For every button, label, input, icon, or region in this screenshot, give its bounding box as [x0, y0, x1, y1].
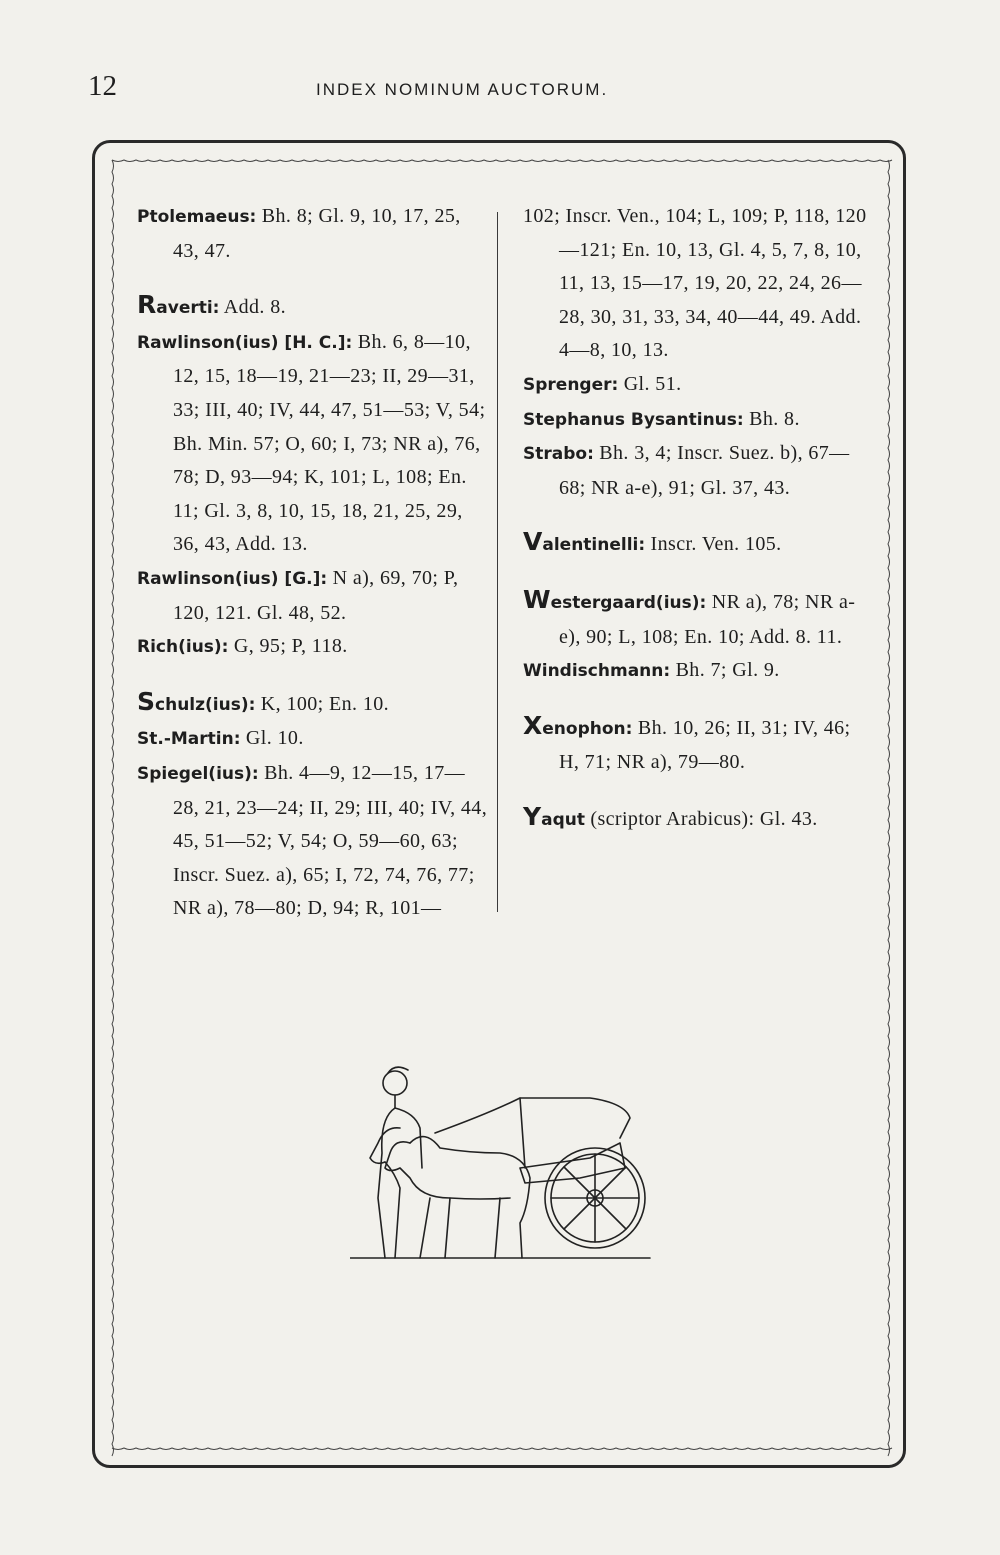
- index-entry: Yaqut (scriptor Arabicus): Gl. 43.: [523, 801, 818, 831]
- index-entry: Ptolemaeus: Bh. 8; Gl. 9, 10, 17, 25, 43, 47.: [137, 205, 461, 262]
- index-entry: Strabo: Bh. 3, 4; Inscr. Suez. b), 67—68; NR a-e), 91; Gl. 37, 43.: [523, 442, 850, 499]
- column-divider: [497, 212, 498, 912]
- index-entry: Rawlinson(ius) [G.]: N a), 69, 70; P, 120, 121. Gl. 48, 52.: [137, 566, 459, 624]
- index-entry: Schulz(ius): K, 100; En. 10.: [137, 686, 390, 716]
- index-entry: Valentinelli: Inscr. Ven. 105.: [523, 527, 782, 557]
- index-column-left: [137, 200, 489, 926]
- index-entry: Spiegel(ius): Bh. 4—9, 12—15, 17—28, 21, 23—24; II, 29; III, 40; IV, 44, 45, 51—52; V, 54; O, 59—60, 63; Inscr. Suez. a), 65; I, 72, 74, 76, 77; NR a), 78—80; D, 94; R, 101—: [137, 761, 488, 920]
- index-entry: Sprenger: Gl. 51.: [523, 372, 682, 395]
- index-column-right: [523, 200, 868, 838]
- running-title: INDEX NOMINUM AUCTORUM.: [316, 80, 609, 99]
- page-number: 12: [88, 70, 117, 102]
- index-entry: Westergaard(ius): NR a), 78; NR a-e), 90; L, 108; En. 10; Add. 8. 11.: [523, 584, 856, 648]
- index-entry: Raverti: Add. 8.: [137, 290, 287, 320]
- index-entry: Rawlinson(ius) [H. C.]: Bh. 6, 8—10, 12, 15, 18—19, 21—23; II, 29—31, 33; III, 40; IV, 44, 47, 51—53; V, 54; Bh. Min. 57; O, 60; I, 73; NR a), 76, 78; D, 93—94; K, 101; L, 108; En. 11; Gl. 3, 8, 10, 15, 18, 21, 25, 29, 36, 43, Add. 13.: [137, 330, 486, 556]
- index-entry: 102; Inscr. Ven., 104; L, 109; P, 118, 120—121; En. 10, 13, Gl. 4, 5, 7, 8, 10, 11, 13, 15—17, 19, 20, 22, 24, 26—28, 30, 31, 33, 34, 40—44, 49. Add. 4—8, 10, 13.: [523, 205, 867, 362]
- index-entry: Rich(ius): G, 95; P, 118.: [137, 635, 348, 658]
- index-entry: Windischmann: Bh. 7; Gl. 9.: [523, 659, 780, 682]
- chariot-vignette-illustration: [350, 1058, 660, 1268]
- index-entry: St.-Martin: Gl. 10.: [137, 727, 304, 750]
- index-entry: Stephanus Bysantinus: Bh. 8.: [523, 407, 800, 430]
- index-entry: Xenophon: Bh. 10, 26; II, 31; IV, 46; H, 71; NR a), 79—80.: [523, 710, 851, 774]
